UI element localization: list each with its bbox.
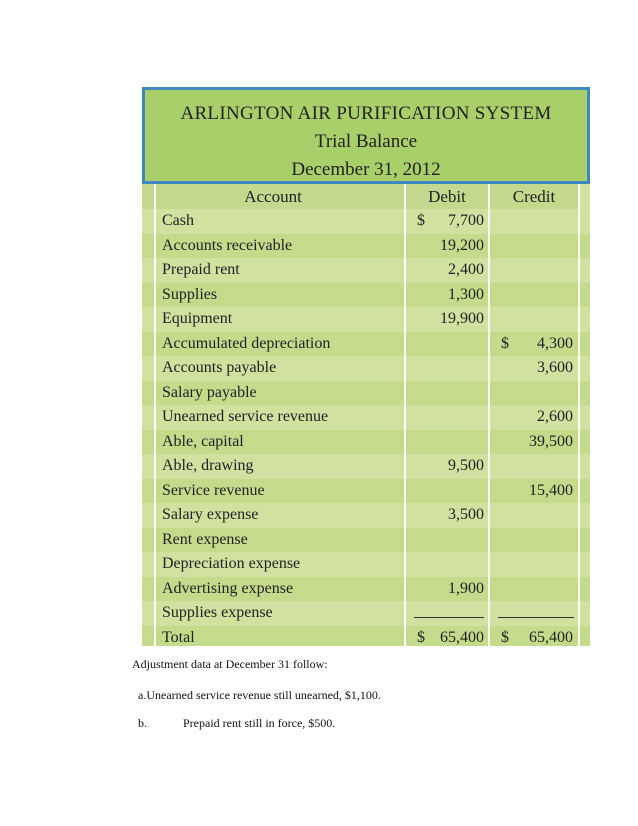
debit-total-rule bbox=[414, 617, 484, 618]
account-name: Prepaid rent bbox=[162, 261, 240, 278]
column-divider bbox=[578, 184, 580, 646]
debit-amount: 2,400 bbox=[448, 261, 484, 278]
column-header-debit: Debit bbox=[406, 184, 488, 209]
credit-amount bbox=[495, 381, 573, 406]
debit-amount bbox=[412, 601, 484, 626]
account-name: Equipment bbox=[162, 310, 233, 327]
table-row bbox=[142, 209, 590, 234]
account-name: Accounts payable bbox=[162, 359, 277, 376]
debit-amount bbox=[412, 479, 484, 504]
account-name: Service revenue bbox=[162, 481, 265, 499]
debit-currency: $ bbox=[417, 628, 425, 646]
item-label: b. bbox=[138, 716, 147, 730]
statement-date: December 31, 2012 bbox=[291, 159, 441, 180]
account-name: Depreciation expense bbox=[162, 555, 301, 572]
table-row bbox=[142, 234, 590, 259]
debit-amount: 19,200 bbox=[440, 236, 484, 254]
statement-title: Trial Balance bbox=[314, 131, 418, 152]
debit-amount: 9,500 bbox=[448, 457, 484, 474]
company-title: ARLINGTON AIR PURIFICATION SYSTEM bbox=[180, 103, 552, 124]
adjustment-item-a bbox=[138, 688, 381, 703]
credit-amount bbox=[495, 503, 573, 528]
account-name: Advertising expense bbox=[162, 579, 294, 597]
account-name: Cash bbox=[162, 212, 194, 229]
table-row bbox=[142, 626, 590, 647]
table-row bbox=[142, 356, 590, 381]
table-row bbox=[142, 503, 590, 528]
account-name: Able, capital bbox=[162, 432, 244, 450]
adjustment-intro: Adjustment data at December 31 follow: bbox=[132, 657, 328, 671]
credit-amount bbox=[495, 283, 573, 308]
debit-amount: 7,700 bbox=[448, 212, 484, 229]
credit-amount bbox=[495, 454, 573, 479]
column-header-account: Account bbox=[142, 184, 404, 209]
credit-amount bbox=[495, 577, 573, 602]
trial-balance-table bbox=[142, 87, 590, 646]
table-row bbox=[142, 577, 590, 602]
account-name: Supplies bbox=[162, 285, 218, 303]
account-name: Total bbox=[162, 628, 195, 646]
account-name: Supplies expense bbox=[162, 604, 273, 621]
column-divider bbox=[404, 184, 406, 646]
credit-amount bbox=[495, 307, 573, 332]
column-header-credit: Credit bbox=[490, 184, 578, 209]
debit-amount: 19,900 bbox=[440, 310, 484, 327]
credit-currency: $ bbox=[501, 628, 509, 646]
debit-currency: $ bbox=[417, 212, 425, 229]
credit-amount bbox=[495, 258, 573, 283]
adjustment-item-b bbox=[138, 716, 335, 731]
table-row bbox=[142, 332, 590, 357]
credit-amount: 2,600 bbox=[537, 408, 573, 425]
account-name: Unearned service revenue bbox=[162, 408, 329, 425]
item-text: Prepaid rent still in force, $500. bbox=[183, 716, 336, 730]
credit-amount bbox=[495, 209, 573, 234]
column-divider bbox=[488, 184, 490, 646]
debit-amount bbox=[412, 528, 484, 553]
credit-amount: 4,300 bbox=[537, 334, 573, 352]
column-divider bbox=[154, 184, 156, 646]
debit-amount bbox=[412, 430, 484, 455]
debit-amount bbox=[412, 381, 484, 406]
credit-amount: 3,600 bbox=[537, 359, 573, 376]
table-row bbox=[142, 381, 590, 406]
credit-amount bbox=[495, 552, 573, 577]
table-row bbox=[142, 258, 590, 283]
table-row bbox=[142, 528, 590, 553]
debit-amount bbox=[412, 356, 484, 381]
debit-amount bbox=[412, 332, 484, 357]
debit-amount: 65,400 bbox=[440, 628, 484, 646]
account-name: Rent expense bbox=[162, 530, 248, 548]
credit-amount bbox=[495, 528, 573, 553]
credit-amount bbox=[495, 234, 573, 259]
credit-total-rule bbox=[498, 617, 574, 618]
debit-amount bbox=[412, 552, 484, 577]
account-name: Salary expense bbox=[162, 506, 259, 523]
credit-amount bbox=[495, 601, 573, 626]
account-name: Accumulated depreciation bbox=[162, 334, 331, 352]
table-row bbox=[142, 283, 590, 308]
item-label: a. bbox=[138, 688, 147, 702]
table-row bbox=[142, 405, 590, 430]
account-name: Accounts receivable bbox=[162, 236, 293, 254]
debit-amount: 3,500 bbox=[448, 506, 484, 523]
credit-amount: 39,500 bbox=[529, 432, 573, 450]
credit-currency: $ bbox=[501, 334, 509, 352]
table-row bbox=[142, 307, 590, 332]
item-text: Unearned service revenue still unearned, $1,100. bbox=[146, 688, 381, 702]
credit-amount: 65,400 bbox=[529, 628, 573, 646]
table-row bbox=[142, 430, 590, 455]
account-name: Salary payable bbox=[162, 383, 257, 401]
table-row bbox=[142, 601, 590, 626]
debit-amount bbox=[412, 405, 484, 430]
table-row bbox=[142, 454, 590, 479]
credit-amount: 15,400 bbox=[529, 481, 573, 499]
account-name: Able, drawing bbox=[162, 457, 254, 474]
debit-amount: 1,900 bbox=[448, 579, 484, 597]
table-row bbox=[142, 552, 590, 577]
table-header bbox=[142, 87, 590, 184]
debit-amount: 1,300 bbox=[448, 285, 484, 303]
table-row bbox=[142, 479, 590, 504]
